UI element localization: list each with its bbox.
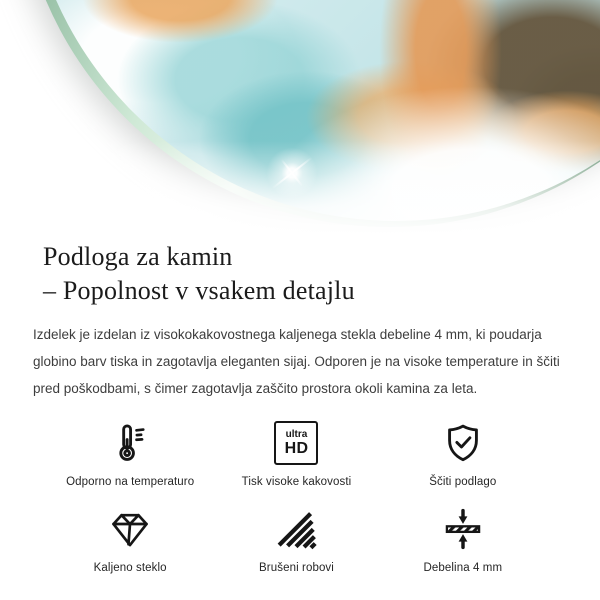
product-description-text: Izdelek je izdelan iz visokokakovostnega kaljenega stekla debeline 4 mm, ki poudarja globino barv tiska in zagotavlja eleganten sijaj. Odporen je na visoke temperature in ščiti pred poškodbami, s čimer zagotavlja zaščito prostora okoli kamina za leta. xyxy=(33,327,560,396)
feature-grid xyxy=(47,419,546,574)
feature-temperature xyxy=(47,419,213,488)
feature-protects-surface xyxy=(380,419,546,488)
sparkle-flare-icon xyxy=(263,144,322,203)
feature-label: Debelina 4 mm xyxy=(423,562,503,574)
feature-polished-edges xyxy=(213,505,379,574)
product-hero-image xyxy=(0,0,600,236)
feature-label: Ščiti podlago xyxy=(429,476,497,488)
feature-tempered-glass xyxy=(47,505,213,574)
ultra-hd-badge-top: ultra xyxy=(285,429,308,440)
title-line-2: – Popolnost v vsakem detajlu xyxy=(43,276,355,305)
feature-label: Kaljeno steklo xyxy=(93,562,167,574)
feature-label: Brušeni robovi xyxy=(259,562,334,574)
feature-label: Tisk visoke kakovosti xyxy=(241,476,352,488)
page-title xyxy=(43,240,560,308)
diamond-icon xyxy=(107,505,153,553)
product-description-section xyxy=(0,236,600,574)
thermometer-icon xyxy=(107,419,153,467)
feature-thickness xyxy=(380,505,546,574)
thickness-icon xyxy=(440,505,486,553)
ultra-hd-icon xyxy=(274,419,318,467)
ultra-hd-badge-bottom: HD xyxy=(284,440,309,457)
feature-print-quality xyxy=(213,419,379,488)
shield-check-icon xyxy=(440,419,486,467)
feature-label: Odporno na temperaturo xyxy=(66,476,195,488)
title-line-1: Podloga za kamin xyxy=(43,242,233,271)
polished-edges-icon xyxy=(273,505,319,553)
